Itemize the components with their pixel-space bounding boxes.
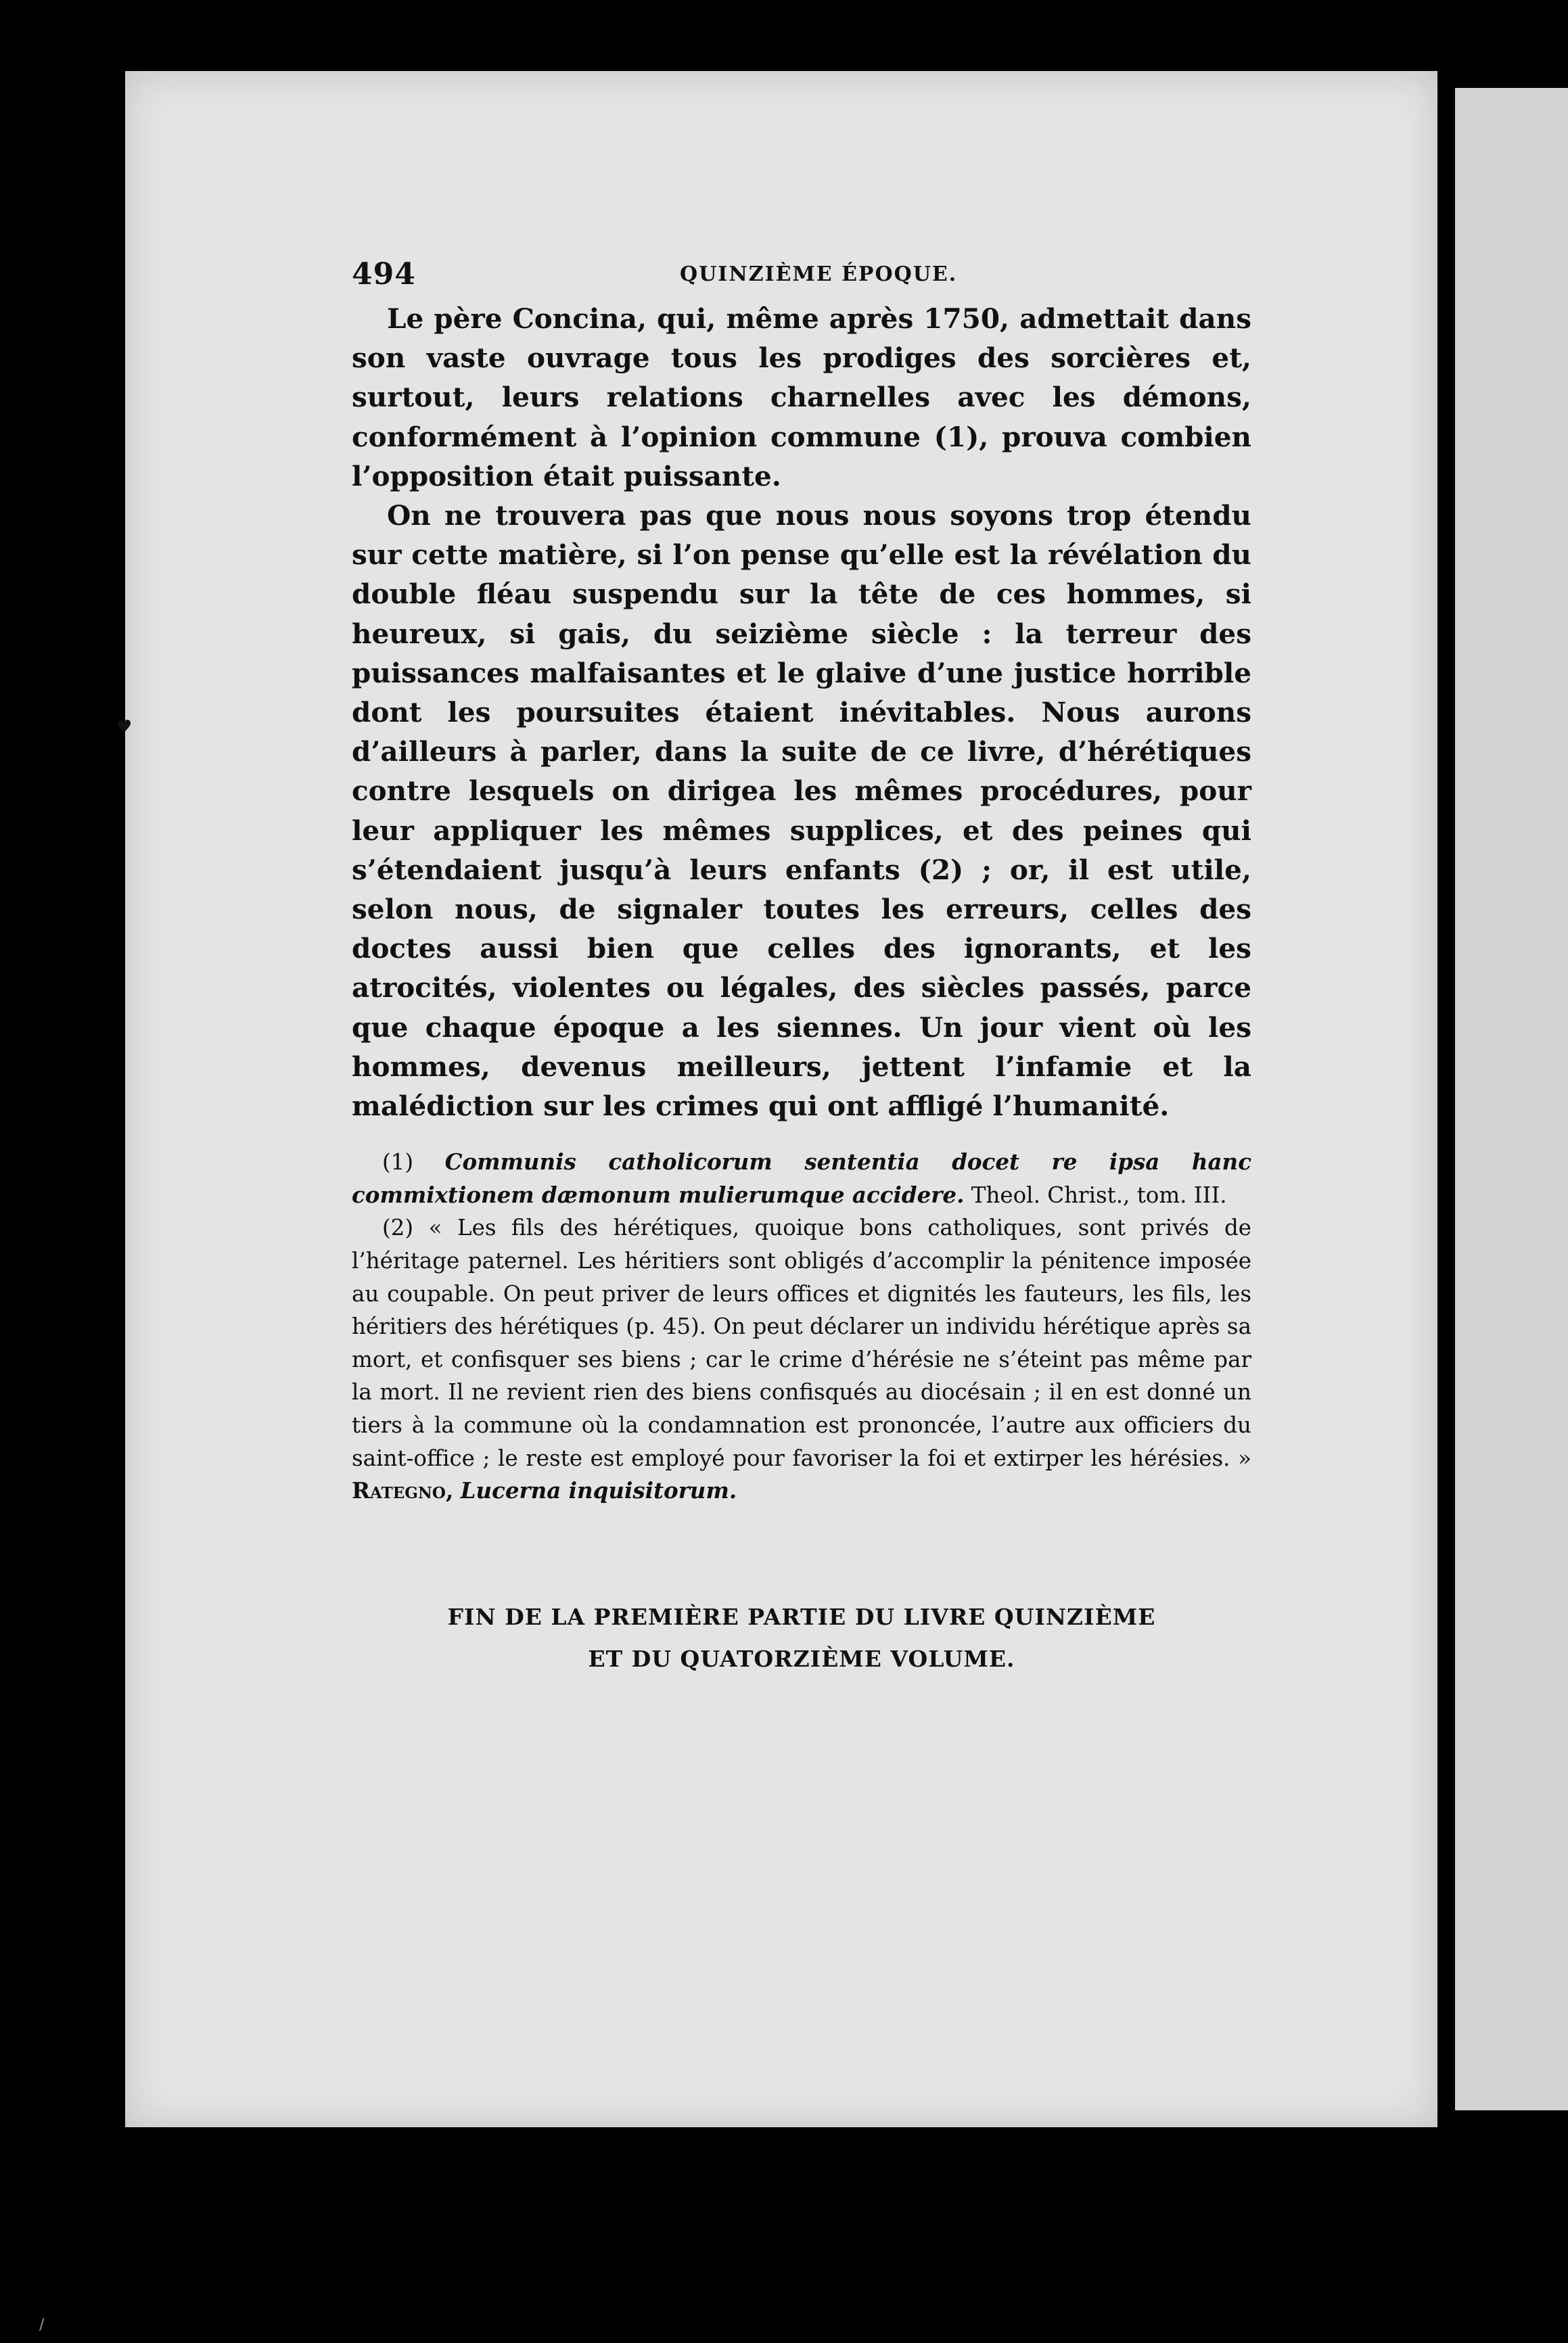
footnote-2-work: Lucerna inquisitorum. — [460, 1477, 737, 1504]
footnote-1-quote: Communis catholicorum sententia docet re ipsa hanc commixtionem dæmonum mulierumque accidere. — [352, 1149, 1251, 1208]
closing-line-1: FIN DE LA PREMIÈRE PARTIE DU LIVRE QUINZIÈME — [447, 1604, 1156, 1630]
footnote-1 — [352, 1146, 1251, 1211]
footnotes — [352, 1146, 1251, 1508]
footnote-2-text: « Les fils des hérétiques, quoique bons catholiques, sont privés de l’héritage paternel. Les héritiers sont obligés d’accomplir la pénitence imposée au coupable. On peut priver de leurs offices et dignités les fauteurs, les fils, les héritiers des hérétiques (p. 45). On peut déclarer un individu hérétique après sa mort, et confisquer ses biens ; car le crime d’hérésie ne s’éteint pas même par la mort. Il ne revient rien des biens confisqués au diocésain ; il en est donné un tiers à la commune où la condamnation est prononcée, l’autre aux officiers du saint-office ; le reste est employé pour favoriser la foi et extirper les hérésies. » — [352, 1215, 1251, 1471]
footnote-2-author: Rategno, — [352, 1477, 454, 1504]
footnote-2 — [352, 1211, 1251, 1507]
page-header — [352, 257, 1251, 295]
page-content — [352, 257, 1251, 1508]
margin-mark: ♥ — [116, 717, 133, 737]
closing-line-2: ET DU QUATORZIÈME VOLUME. — [588, 1646, 1015, 1672]
volume-closing — [352, 1596, 1251, 1680]
corner-mark: / — [39, 2317, 45, 2334]
footnote-1-source: Theol. Christ., tom. III. — [971, 1182, 1227, 1208]
running-title: QUINZIÈME ÉPOQUE. — [680, 262, 958, 286]
paragraph-2: On ne trouvera pas que nous nous soyons trop étendu sur cette matière, si l’on pense qu’elle est la révélation du double fléau suspendu sur la tête de ces hommes, si heureux, si gais, du seizième siècle : la terreur des puissances malfaisantes et le glaive d’une justice horrible dont les poursuites étaient inévitables. Nous aurons d’ailleurs à parler, dans la suite de ce livre, d’hérétiques contre lesquels on dirigea les mêmes procédures, pour leur appliquer les mêmes supplices, et des peines qui s’étendaient jusqu’à leurs enfants (2) ; or, il est utile, selon nous, de signaler toutes les erreurs, celles des doctes aussi bien que celles des ignorants, et les atrocités, violentes ou légales, des siècles passés, parce que chaque époque a les siennes. Un jour vient où les hommes, devenus meilleurs, jettent l’infamie et la malédiction sur les crimes qui ont affligé l’humanité. — [352, 499, 1251, 1123]
footnote-2-marker: (2) — [382, 1215, 414, 1241]
page-number: 494 — [352, 257, 416, 292]
adjacent-page-edge — [1437, 88, 1568, 2110]
paragraph-1: Le père Concina, qui, même après 1750, admettait dans son vaste ouvrage tous les prodiges des sorcières et, surtout, leurs relations charnelles avec les démons, conformément à l’opinion commune (1), prouva combien l’opposition était puissante. — [352, 302, 1251, 492]
main-text — [352, 299, 1251, 1126]
footnote-1-marker: (1) — [382, 1149, 414, 1176]
